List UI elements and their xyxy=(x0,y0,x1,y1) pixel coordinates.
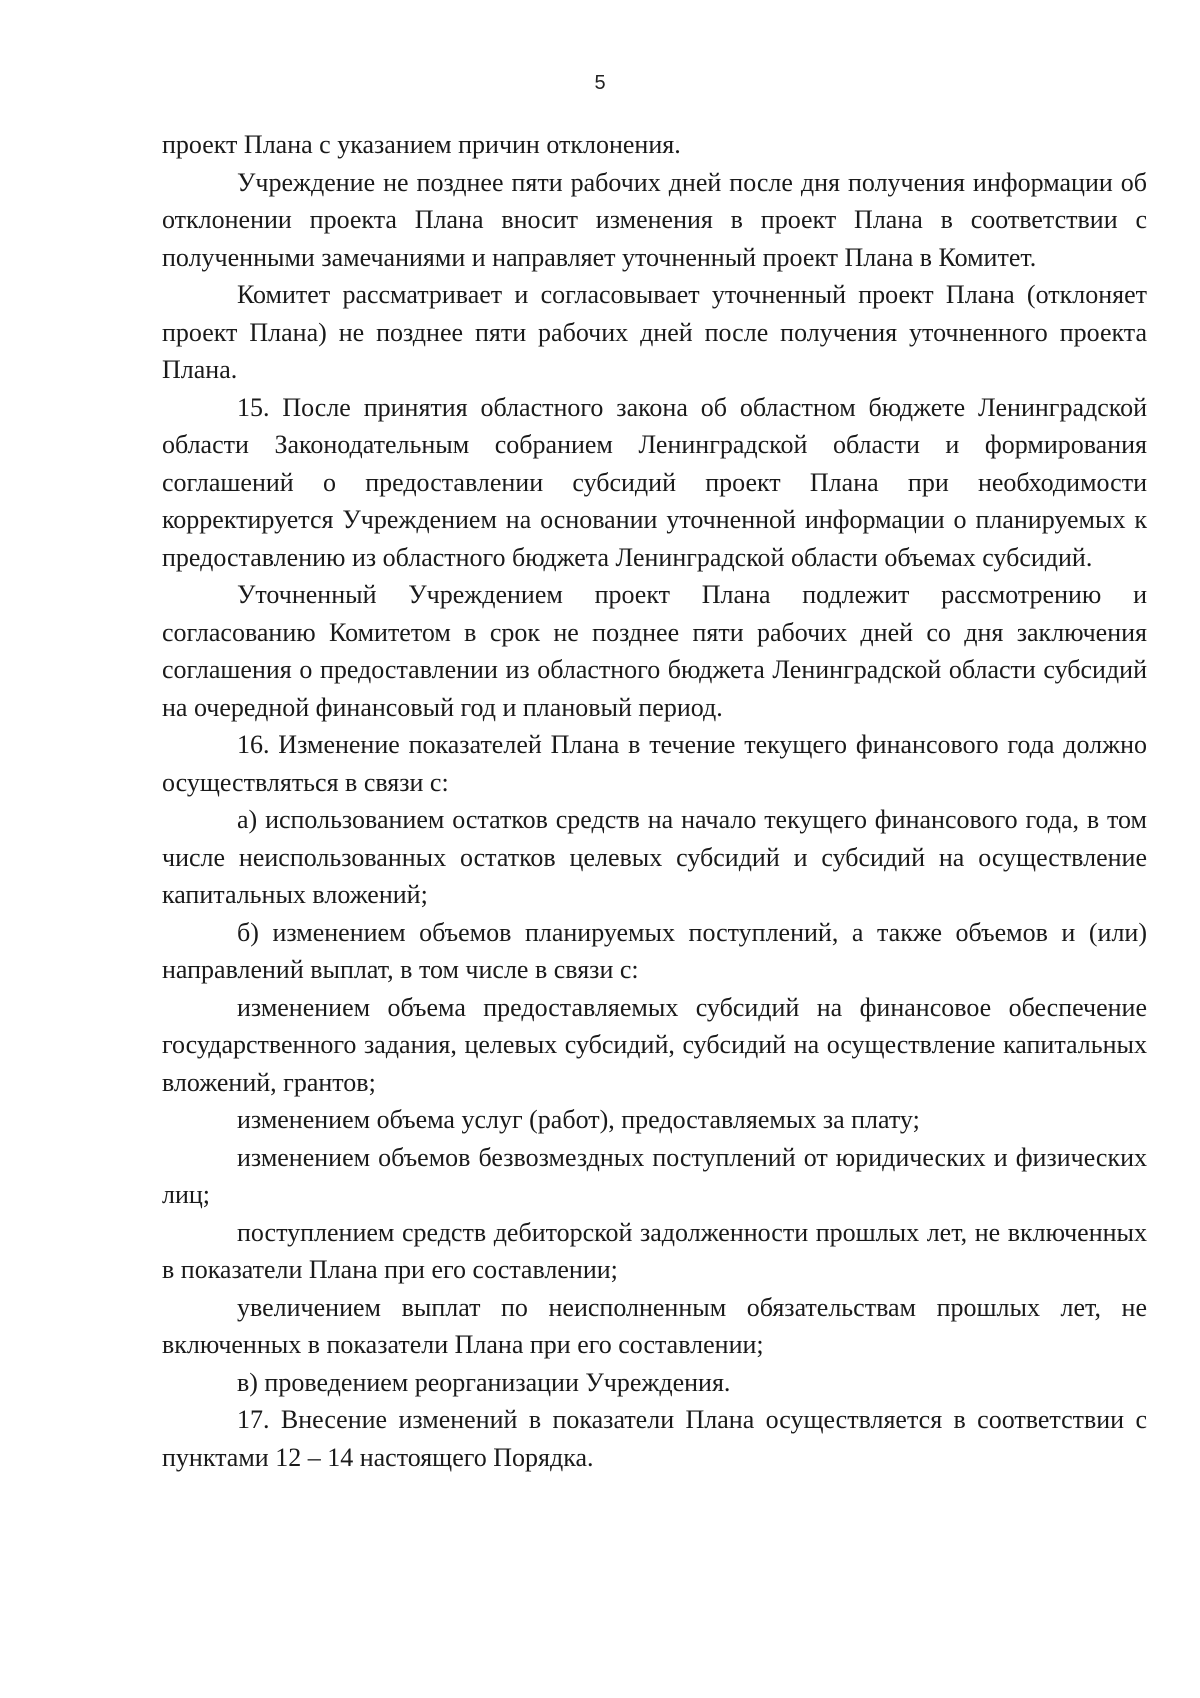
paragraph-subitem-b: б) изменением объемов планируемых поступлений, а также объемов и (или) направлений выплат, в том числе в связи с: xyxy=(162,917,1147,984)
page-number: 5 xyxy=(594,72,606,94)
paragraph-subitem-a: а) использованием остатков средств на начало текущего финансового года, в том числе неиспользованных остатков целевых субсидий и субсидий на осуществление капитальных вложений; xyxy=(162,805,1147,909)
paragraph-committee-review: Комитет рассматривает и согласовывает уточненный проект Плана (отклоняет проект Плана) не позднее пяти рабочих дней после получения уточненного проекта Плана. xyxy=(162,280,1147,384)
paragraph-continuation: проект Плана с указанием причин отклонения. xyxy=(162,130,681,159)
paragraph-paid-services: изменением объема услуг (работ), предоставляемых за плату; xyxy=(237,1105,920,1134)
paragraph-unfulfilled-obligations: увеличением выплат по неисполненным обязательствам прошлых лет, не включенных в показатели Плана при его составлении; xyxy=(162,1292,1147,1359)
paragraph-subitem-v: в) проведением реорганизации Учреждения. xyxy=(237,1367,731,1397)
paragraph-item-17: 17. Внесение изменений в показатели Плана осуществляется в соответствии с пунктами 12 – 14 настоящего Порядка. xyxy=(162,1405,1147,1472)
paragraph-gratuitous-receipts: изменением объемов безвозмездных поступлений от юридических и физических лиц; xyxy=(162,1142,1147,1209)
paragraph-refined-plan: Уточненный Учреждением проект Плана подлежит рассмотрению и согласованию Комитетом в срок не позднее пяти рабочих дней со дня заключения соглашения о предоставлении из областного бюджета Ленинградской области субсидий на очередной финансовый год и плановый период. xyxy=(162,580,1147,722)
paragraph-item-15: 15. После принятия областного закона об областном бюджете Ленинградской области Законодательным собранием Ленинградской области и формирования соглашений о предоставлении субсидий проект Плана при необходимости корректируется Учреждением на основании уточненной информации о планируемых к предоставлению из областного бюджета Ленинградской области объемах субсидий. xyxy=(162,392,1147,572)
paragraph-subsidy-change: изменением объема предоставляемых субсидий на финансовое обеспечение государственного задания, целевых субсидий, субсидий на осуществление капитальных вложений, грантов; xyxy=(162,992,1147,1097)
paragraph-institution-revision: Учреждение не позднее пяти рабочих дней после дня получения информации об отклонении проекта Плана вносит изменения в проект Плана в соответствии с полученными замечаниями и направляет уточненный проект Плана в Комитет. xyxy=(162,167,1147,272)
paragraph-receivables: поступлением средств дебиторской задолженности прошлых лет, не включенных в показатели Плана при его составлении; xyxy=(162,1217,1147,1284)
paragraph-item-16: 16. Изменение показателей Плана в течение текущего финансового года должно осуществляться в связи с: xyxy=(162,730,1147,797)
document-body xyxy=(162,126,1147,1476)
